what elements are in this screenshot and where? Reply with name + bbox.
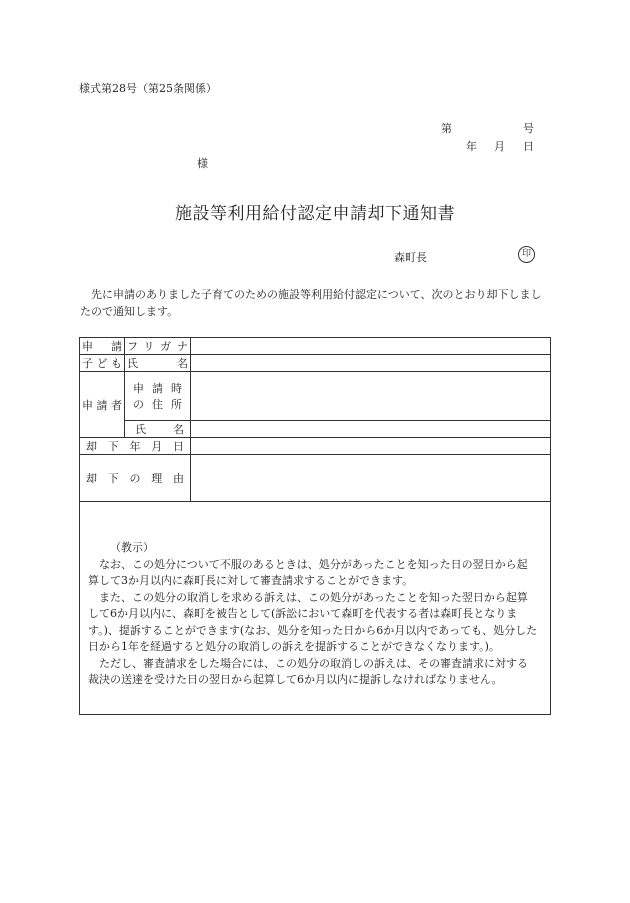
address-label: [125, 372, 191, 421]
date-year-label: 年: [466, 140, 477, 153]
document-number-prefix: 第: [441, 122, 452, 135]
child-name-label: 氏名: [125, 355, 191, 372]
notice-paragraph-1: なお、この処分について不服のあるときは、処分があったことを知った日の翌日から起算して3か月以内に森町長に対して審査請求することができます。: [88, 557, 528, 588]
rejection-date-field[interactable]: [191, 438, 551, 455]
rejection-reason-label: 却下の理由: [80, 455, 191, 502]
applicant-name-field[interactable]: [191, 421, 551, 438]
furigana-field[interactable]: [191, 338, 551, 355]
application-form-table: [79, 337, 551, 715]
address-field[interactable]: [191, 372, 551, 421]
child-name-field[interactable]: [191, 355, 551, 372]
rejection-reason-field[interactable]: [191, 455, 551, 502]
notice-paragraph-2: また、この処分の取消しを求める訴えは、この処分があったことを知った翌日から起算して6か月以内に、森町を被告として(訴訟において森町を代表する者は森町長となります。)、提訴することができます(なお、処分を知った日から6か月以内であっても、処分した日から1年を経過すると処分の取消しの訴えを提訴することができなくなります。)。: [88, 590, 538, 654]
addressee-suffix: 様: [197, 157, 208, 170]
notice-heading: （教示）: [110, 541, 154, 555]
notice-paragraph-3: ただし、審査請求をした場合には、この処分の取消しの訴えは、その審査請求に対する裁決の送達を受けた日の翌日から起算して6か月以内に提訴しなければなりません。: [88, 656, 528, 687]
address-label-line1: 申請時: [133, 382, 182, 395]
notice-block: [82, 527, 548, 689]
issuer-name: 森町長: [394, 251, 427, 264]
document-title: 施設等利用給付認定申請却下通知書: [175, 204, 455, 224]
child-label-line2: 子ども: [80, 355, 125, 372]
furigana-label: フリガナ: [125, 338, 191, 355]
rejection-date-label: 却下年月日: [80, 438, 191, 455]
applicant-name-label: 氏名: [125, 421, 191, 438]
date-day-label: 日: [523, 140, 534, 153]
seal-mark: 印: [518, 246, 535, 263]
document-number-suffix: 号: [523, 122, 534, 135]
intro-text: 先に申請のありました子育てのための施設等利用給付認定について、次のとおり却下しましたので通知します。: [80, 288, 542, 318]
child-label-line1: 申 請: [80, 338, 125, 355]
applicant-label: 申請者: [80, 372, 125, 438]
form-number: 様式第28号（第25条関係）: [79, 82, 217, 95]
address-label-line2: の住所: [133, 398, 182, 411]
notice-cell: [80, 502, 551, 715]
date-month-label: 月: [494, 140, 505, 153]
